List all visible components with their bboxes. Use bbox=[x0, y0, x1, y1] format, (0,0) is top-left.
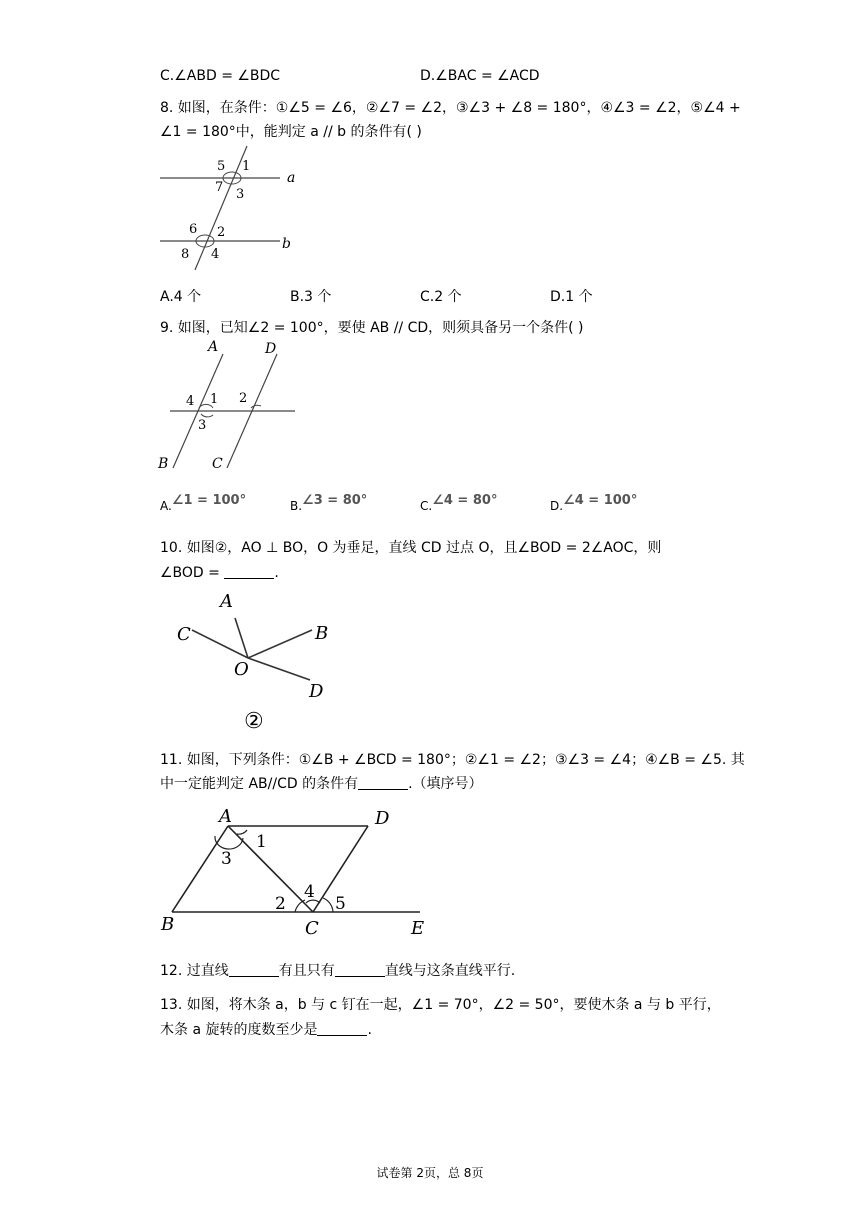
q11-stem-line2 bbox=[160, 774, 483, 794]
q12-part2: 有且只有 bbox=[278, 963, 335, 979]
q10-stem-line2 bbox=[160, 563, 279, 583]
q10-label-A: A bbox=[220, 591, 233, 612]
q10-label-B: B bbox=[315, 623, 329, 644]
q9-option-b bbox=[290, 493, 368, 517]
page-footer: 试卷第 2页，总 8页 bbox=[376, 1166, 484, 1180]
q13-stem-line2 bbox=[160, 1020, 372, 1040]
q11-answer-blank[interactable] bbox=[358, 775, 408, 790]
q10-label-D: D bbox=[309, 681, 324, 702]
q11-label-2: 2 bbox=[275, 894, 286, 914]
q9-option-b-text: ∠3 = 80° bbox=[302, 493, 368, 508]
q10-stem-prefix: ∠BOD = bbox=[160, 565, 225, 581]
q11-label-5: 5 bbox=[335, 894, 346, 914]
q11-label-3: 3 bbox=[221, 849, 232, 869]
q8-label-6: 6 bbox=[189, 222, 198, 237]
q8-label-5: 5 bbox=[217, 159, 226, 174]
q13-stem-suffix: . bbox=[367, 1022, 372, 1038]
q10-stem-suffix: . bbox=[274, 565, 279, 581]
q9-option-c-letter: C. bbox=[420, 499, 433, 513]
q8-figure bbox=[155, 140, 305, 275]
q11-label-D: D bbox=[375, 808, 390, 829]
q8-label-b: b bbox=[282, 236, 291, 252]
q12-answer-blank-1[interactable] bbox=[229, 962, 279, 977]
q10-stem-line1: 10. 如图②，AO ⊥ BO，O 为垂足，直线 CD 过点 O，且∠BOD = 2∠AOC，则 bbox=[160, 540, 662, 556]
q10-label-O: O bbox=[234, 659, 249, 680]
q8-label-7: 7 bbox=[215, 180, 224, 195]
q13-answer-blank[interactable] bbox=[317, 1021, 367, 1036]
q8-label-8: 8 bbox=[181, 247, 190, 262]
q8-stem-line2: ∠1 = 180°中，能判定 a // b 的条件有( ) bbox=[160, 124, 422, 140]
q8-label-4: 4 bbox=[211, 247, 220, 262]
q8-option-a: A.4 个 bbox=[160, 289, 202, 305]
q8-option-b: B.3 个 bbox=[290, 289, 332, 305]
q10-answer-blank[interactable] bbox=[224, 564, 274, 579]
q9-option-d bbox=[550, 493, 638, 517]
q7-option-c: C.∠ABD = ∠BDC bbox=[160, 68, 281, 84]
q12-answer-blank-2[interactable] bbox=[335, 962, 385, 977]
q8-stem-line1: 8. 如图，在条件：①∠5 = ∠6，②∠7 = ∠2，③∠3 + ∠8 = 180°，④∠3 = ∠2，⑤∠4 + bbox=[160, 100, 741, 116]
q13-stem-prefix: 木条 a 旋转的度数至少是 bbox=[160, 1022, 318, 1038]
q8-label-a: a bbox=[287, 170, 296, 186]
q8-label-1: 1 bbox=[242, 159, 251, 174]
q12-stem bbox=[160, 961, 515, 981]
q12-part3: 直线与这条直线平行. bbox=[384, 963, 516, 979]
q8-label-3: 3 bbox=[236, 187, 245, 202]
q11-label-B: B bbox=[161, 914, 175, 935]
q9-figure bbox=[155, 336, 305, 476]
q10-figure-caption: ② bbox=[244, 709, 264, 734]
q8-label-2: 2 bbox=[217, 225, 226, 240]
q9-label-3: 3 bbox=[198, 418, 207, 433]
q9-label-D: D bbox=[265, 341, 277, 357]
q7-option-d: D.∠BAC = ∠ACD bbox=[420, 68, 540, 84]
q9-option-a bbox=[160, 493, 247, 517]
q9-label-B: B bbox=[158, 456, 169, 472]
q11-stem-line1: 11. 如图，下列条件：①∠B + ∠BCD = 180°；②∠1 = ∠2；③∠3 = ∠4；④∠B = ∠5. 其 bbox=[160, 752, 745, 768]
q11-label-1: 1 bbox=[256, 832, 267, 852]
q9-label-1: 1 bbox=[210, 392, 219, 407]
q8-option-c: C.2 个 bbox=[420, 289, 462, 305]
q9-label-C: C bbox=[212, 456, 223, 472]
q12-part1: 12. 过直线 bbox=[160, 963, 229, 979]
q11-label-E: E bbox=[411, 918, 425, 939]
q11-stem-prefix: 中一定能判定 AB//CD 的条件有 bbox=[160, 776, 359, 792]
q10-figure bbox=[170, 585, 340, 735]
q11-label-A: A bbox=[219, 806, 232, 827]
q13-stem-line1: 13. 如图，将木条 a，b 与 c 钉在一起，∠1 = 70°，∠2 = 50°，要使木条 a 与 b 平行， bbox=[160, 997, 721, 1013]
q9-option-c-text: ∠4 = 80° bbox=[432, 493, 498, 508]
q9-option-c bbox=[420, 493, 498, 517]
q9-label-2: 2 bbox=[239, 391, 248, 406]
q8-option-d: D.1 个 bbox=[550, 289, 593, 305]
q9-option-b-letter: B. bbox=[290, 499, 303, 513]
q11-stem-suffix: .（填序号） bbox=[408, 776, 483, 792]
q11-label-C: C bbox=[305, 918, 319, 939]
q10-label-C: C bbox=[177, 624, 191, 645]
q9-label-4: 4 bbox=[186, 394, 195, 409]
q9-option-a-letter: A. bbox=[160, 499, 172, 513]
q9-label-A: A bbox=[208, 339, 219, 355]
q9-option-d-letter: D. bbox=[550, 499, 564, 513]
q9-option-d-text: ∠4 = 100° bbox=[563, 493, 638, 508]
q9-option-a-text: ∠1 = 100° bbox=[171, 493, 247, 508]
q11-figure bbox=[155, 800, 435, 945]
q9-stem-line1: 9. 如图，已知∠2 = 100°，要使 AB // CD，则须具备另一个条件( ) bbox=[160, 320, 584, 336]
q11-label-4: 4 bbox=[304, 882, 315, 902]
